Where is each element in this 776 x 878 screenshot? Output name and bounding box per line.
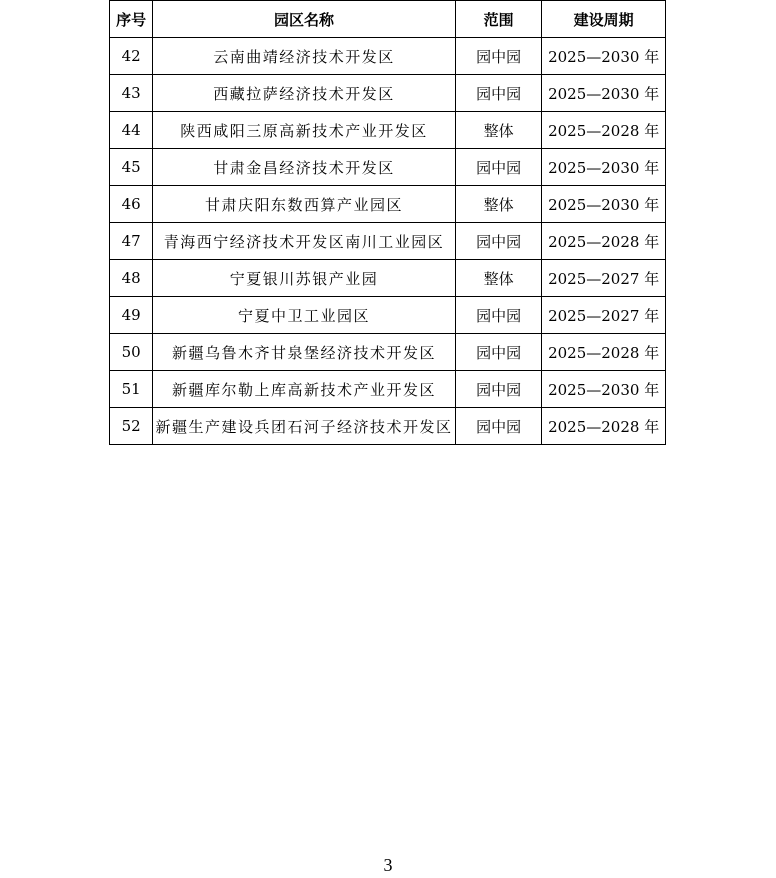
cell-period: 2025—2030 年 <box>542 371 666 408</box>
cell-scope: 园中园 <box>455 334 541 371</box>
table-row <box>110 297 666 334</box>
table-row <box>110 408 666 445</box>
cell-scope: 整体 <box>455 112 541 149</box>
header-no: 序号 <box>110 1 153 38</box>
table-row <box>110 38 666 75</box>
cell-period: 2025—2028 年 <box>542 334 666 371</box>
header-name: 园区名称 <box>153 1 456 38</box>
cell-scope: 整体 <box>455 186 541 223</box>
header-period: 建设周期 <box>542 1 666 38</box>
cell-no: 44 <box>110 112 153 149</box>
page-number: 3 <box>383 855 393 875</box>
cell-no: 51 <box>110 371 153 408</box>
park-table <box>109 0 666 445</box>
cell-no: 48 <box>110 260 153 297</box>
table-row <box>110 371 666 408</box>
cell-no: 45 <box>110 149 153 186</box>
cell-no: 49 <box>110 297 153 334</box>
cell-name: 新疆乌鲁木齐甘泉堡经济技术开发区 <box>153 334 456 371</box>
cell-name: 宁夏中卫工业园区 <box>153 297 456 334</box>
cell-period: 2025—2028 年 <box>542 223 666 260</box>
cell-period: 2025—2028 年 <box>542 408 666 445</box>
table-row <box>110 75 666 112</box>
cell-scope: 园中园 <box>455 371 541 408</box>
table-row <box>110 112 666 149</box>
cell-name: 云南曲靖经济技术开发区 <box>153 38 456 75</box>
cell-scope: 园中园 <box>455 149 541 186</box>
cell-name: 新疆生产建设兵团石河子经济技术开发区 <box>153 408 456 445</box>
cell-scope: 园中园 <box>455 38 541 75</box>
cell-period: 2025—2027 年 <box>542 297 666 334</box>
cell-no: 47 <box>110 223 153 260</box>
table-row <box>110 149 666 186</box>
cell-no: 46 <box>110 186 153 223</box>
cell-name: 青海西宁经济技术开发区南川工业园区 <box>153 223 456 260</box>
cell-no: 43 <box>110 75 153 112</box>
cell-name: 陕西咸阳三原高新技术产业开发区 <box>153 112 456 149</box>
header-row <box>110 1 666 38</box>
table-body <box>110 38 666 445</box>
table-header <box>110 1 666 38</box>
cell-name: 西藏拉萨经济技术开发区 <box>153 75 456 112</box>
cell-name: 甘肃庆阳东数西算产业园区 <box>153 186 456 223</box>
cell-period: 2025—2028 年 <box>542 112 666 149</box>
cell-scope: 园中园 <box>455 408 541 445</box>
cell-period: 2025—2030 年 <box>542 38 666 75</box>
cell-scope: 园中园 <box>455 75 541 112</box>
cell-period: 2025—2030 年 <box>542 75 666 112</box>
cell-name: 新疆库尔勒上库高新技术产业开发区 <box>153 371 456 408</box>
cell-scope: 园中园 <box>455 223 541 260</box>
cell-period: 2025—2030 年 <box>542 149 666 186</box>
table-row <box>110 186 666 223</box>
cell-scope: 整体 <box>455 260 541 297</box>
cell-name: 宁夏银川苏银产业园 <box>153 260 456 297</box>
cell-no: 42 <box>110 38 153 75</box>
header-scope: 范围 <box>455 1 541 38</box>
table-row <box>110 260 666 297</box>
cell-period: 2025—2030 年 <box>542 186 666 223</box>
cell-no: 50 <box>110 334 153 371</box>
cell-period: 2025—2027 年 <box>542 260 666 297</box>
table-row <box>110 223 666 260</box>
cell-scope: 园中园 <box>455 297 541 334</box>
table-row <box>110 334 666 371</box>
cell-no: 52 <box>110 408 153 445</box>
cell-name: 甘肃金昌经济技术开发区 <box>153 149 456 186</box>
